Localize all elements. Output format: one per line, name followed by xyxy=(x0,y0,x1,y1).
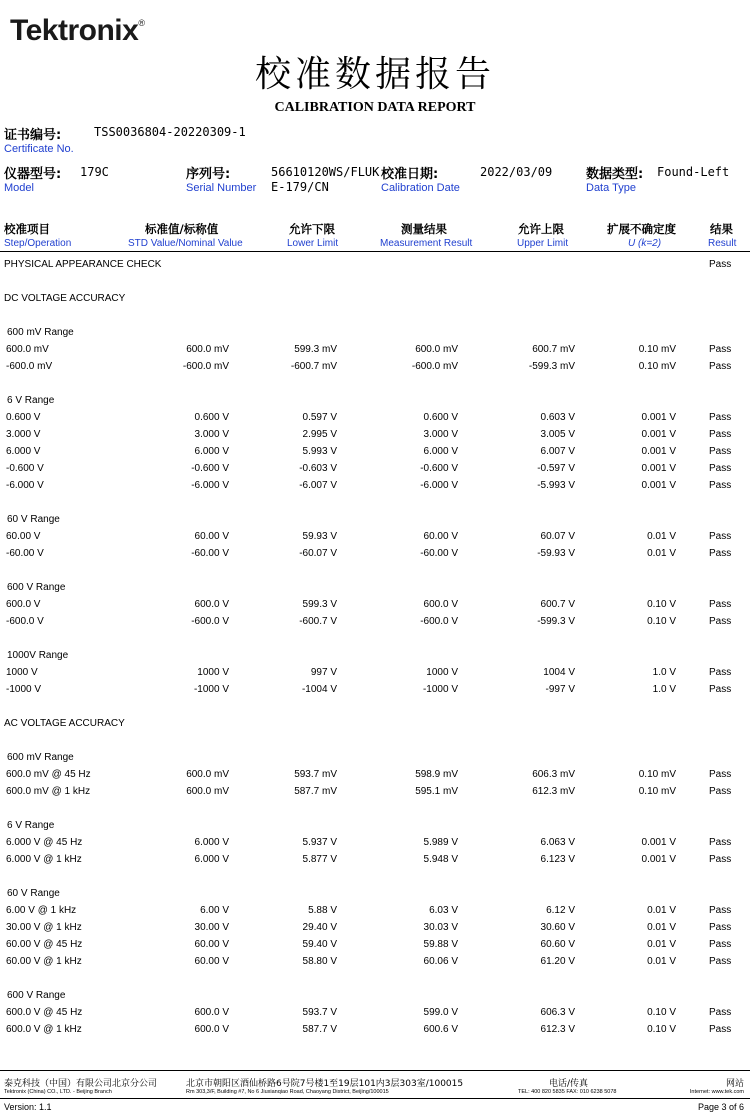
serial-label-en: Serial Number xyxy=(186,182,257,194)
brand-text: Tektronix xyxy=(10,14,139,47)
footer-company-cn: 泰克科技（中国）有限公司北京分公司 xyxy=(4,1079,158,1089)
step-cell: 0.600 V xyxy=(6,412,41,423)
section-heading: PHYSICAL APPEARANCE CHECK xyxy=(4,259,162,270)
date-label-en: Calibration Date xyxy=(381,182,460,194)
upper-limit-cell: 606.3 mV xyxy=(532,769,575,780)
footer-address-cn: 北京市朝阳区酒仙桥路6号院7号楼1至19层101内3层303室/100015 xyxy=(186,1079,464,1089)
date-value: 2022/03/09 xyxy=(480,165,553,179)
uncertainty-cell: 0.001 V xyxy=(641,837,676,848)
std-value-cell: 60.00 V xyxy=(194,531,229,542)
uncertainty-cell: 0.001 V xyxy=(641,854,676,865)
measurement-cell: 598.9 mV xyxy=(415,769,458,780)
range-heading: 6 V Range xyxy=(7,820,55,831)
measurement-cell: 0.600 V xyxy=(423,412,458,423)
measurement-cell: 595.1 mV xyxy=(415,786,458,797)
result-cell: Pass xyxy=(709,344,732,355)
upper-limit-cell: 612.3 mV xyxy=(532,786,575,797)
uncertainty-cell: 0.001 V xyxy=(641,480,676,491)
std-value-cell: 600.0 V xyxy=(194,1007,229,1018)
measurement-cell: -600.0 mV xyxy=(411,361,458,372)
range-heading: 600 V Range xyxy=(7,990,66,1001)
std-value-cell: -0.600 V xyxy=(191,463,229,474)
upper-limit-cell: 6.007 V xyxy=(540,446,575,457)
range-heading: 60 V Range xyxy=(7,888,60,899)
uncertainty-cell: 0.001 V xyxy=(641,412,676,423)
uncertainty-cell: 0.001 V xyxy=(641,446,676,457)
measurement-cell: -60.00 V xyxy=(420,548,458,559)
col-result-cn: 结果 xyxy=(710,222,733,236)
lower-limit-cell: -600.7 mV xyxy=(290,361,337,372)
upper-limit-cell: -997 V xyxy=(545,684,575,695)
date-label-cn: 校准日期: xyxy=(381,167,439,182)
uncertainty-cell: 0.10 V xyxy=(647,599,676,610)
uncertainty-cell: 0.01 V xyxy=(647,548,676,559)
measurement-cell: 5.989 V xyxy=(423,837,458,848)
uncertainty-cell: 0.01 V xyxy=(647,922,676,933)
lower-limit-cell: 997 V xyxy=(310,667,337,678)
measurement-cell: 3.000 V xyxy=(423,429,458,440)
upper-limit-cell: 60.60 V xyxy=(540,939,575,950)
result-cell: Pass xyxy=(709,429,732,440)
upper-limit-cell: 6.063 V xyxy=(540,837,575,848)
uncertainty-cell: 0.01 V xyxy=(647,905,676,916)
step-cell: 30.00 V @ 1 kHz xyxy=(6,922,82,933)
result-cell: Pass xyxy=(709,769,732,780)
upper-limit-cell: 612.3 V xyxy=(540,1024,575,1035)
col-unc-en: U (k=2) xyxy=(628,238,662,249)
serial-value-line1: 56610120WS/FLUK xyxy=(271,165,380,179)
range-heading: 60 V Range xyxy=(7,514,60,525)
uncertainty-cell: 0.10 V xyxy=(647,1024,676,1035)
col-measure-cn: 测量结果 xyxy=(401,222,447,236)
col-unc-cn: 扩展不确定度 xyxy=(607,222,676,236)
step-cell: -6.000 V xyxy=(6,480,44,491)
std-value-cell: 3.000 V xyxy=(194,429,229,440)
upper-limit-cell: 30.60 V xyxy=(540,922,575,933)
upper-limit-cell: -59.93 V xyxy=(537,548,575,559)
uncertainty-cell: 0.001 V xyxy=(641,429,676,440)
result-cell: Pass xyxy=(709,684,732,695)
report-title-cn: 校准数据报告 xyxy=(254,54,495,95)
measurement-cell: 6.000 V xyxy=(423,446,458,457)
result-cell: Pass xyxy=(709,905,732,916)
lower-limit-cell: 5.937 V xyxy=(302,837,337,848)
col-std-cn: 标准值/标称值 xyxy=(145,222,219,236)
footer-page-number: Page 3 of 6 xyxy=(697,1102,744,1112)
std-value-cell: -6.000 V xyxy=(191,480,229,491)
measurement-cell: -6.000 V xyxy=(420,480,458,491)
std-value-cell: 30.00 V xyxy=(194,922,229,933)
upper-limit-cell: 1004 V xyxy=(543,667,575,678)
step-cell: -1000 V xyxy=(6,684,42,695)
upper-limit-cell: 3.005 V xyxy=(540,429,575,440)
measurement-cell: -0.600 V xyxy=(420,463,458,474)
range-heading: 6 V Range xyxy=(7,395,55,406)
measurement-cell: 599.0 V xyxy=(423,1007,458,1018)
std-value-cell: 600.0 mV xyxy=(186,344,229,355)
measurement-cell: 600.6 V xyxy=(423,1024,458,1035)
result-cell: Pass xyxy=(709,599,732,610)
serial-label-cn: 序列号: xyxy=(186,167,231,182)
lower-limit-cell: 59.40 V xyxy=(302,939,337,950)
lower-limit-cell: 2.995 V xyxy=(302,429,337,440)
measurement-cell: 600.0 mV xyxy=(415,344,458,355)
std-value-cell: 60.00 V xyxy=(194,939,229,950)
lower-limit-cell: 29.40 V xyxy=(302,922,337,933)
footer-divider-bottom xyxy=(0,1098,750,1099)
col-lower-cn: 允许下限 xyxy=(289,222,335,236)
upper-limit-cell: -599.3 V xyxy=(537,616,575,627)
cert-value: TSS0036804-20220309-1 xyxy=(94,125,246,139)
footer-phone-cn: 电话/传真 xyxy=(549,1079,589,1089)
result-cell: Pass xyxy=(709,837,732,848)
type-label-en: Data Type xyxy=(586,182,636,194)
uncertainty-cell: 0.01 V xyxy=(647,956,676,967)
uncertainty-cell: 0.001 V xyxy=(641,463,676,474)
step-cell: -60.00 V xyxy=(6,548,44,559)
col-step-en: Step/Operation xyxy=(4,238,72,249)
lower-limit-cell: 593.7 mV xyxy=(294,769,337,780)
uncertainty-cell: 0.01 V xyxy=(647,939,676,950)
footer-divider-top xyxy=(0,1070,750,1071)
range-heading: 600 mV Range xyxy=(7,327,74,338)
std-value-cell: 600.0 mV xyxy=(186,769,229,780)
std-value-cell: 0.600 V xyxy=(194,412,229,423)
step-cell: -0.600 V xyxy=(6,463,44,474)
measurement-cell: 60.00 V xyxy=(423,531,458,542)
step-cell: 60.00 V xyxy=(6,531,41,542)
tektronix-logo xyxy=(10,14,144,48)
uncertainty-cell: 0.10 V xyxy=(647,1007,676,1018)
model-value: 179C xyxy=(80,165,109,179)
result-cell: Pass xyxy=(709,412,732,423)
footer-web-cn: 网站 xyxy=(725,1079,744,1089)
section-heading: AC VOLTAGE ACCURACY xyxy=(4,718,125,729)
col-upper-cn: 允许上限 xyxy=(518,222,564,236)
step-cell: 6.000 V @ 1 kHz xyxy=(6,854,82,865)
result-cell: Pass xyxy=(709,548,732,559)
upper-limit-cell: 0.603 V xyxy=(540,412,575,423)
result-cell: Pass xyxy=(709,786,732,797)
range-heading: 600 V Range xyxy=(7,582,66,593)
lower-limit-cell: -600.7 V xyxy=(299,616,337,627)
col-lower-en: Lower Limit xyxy=(287,238,339,249)
result-cell: Pass xyxy=(709,939,732,950)
result-cell: Pass xyxy=(709,1007,732,1018)
lower-limit-cell: -0.603 V xyxy=(299,463,337,474)
upper-limit-cell: 600.7 mV xyxy=(532,344,575,355)
lower-limit-cell: 593.7 V xyxy=(302,1007,337,1018)
std-value-cell: -1000 V xyxy=(193,684,229,695)
step-cell: 60.00 V @ 45 Hz xyxy=(6,939,83,950)
std-value-cell: 600.0 mV xyxy=(186,786,229,797)
lower-limit-cell: 5.877 V xyxy=(302,854,337,865)
step-cell: 6.00 V @ 1 kHz xyxy=(6,905,77,916)
lower-limit-cell: 599.3 mV xyxy=(294,344,337,355)
upper-limit-cell: -5.993 V xyxy=(537,480,575,491)
lower-limit-cell: 58.80 V xyxy=(302,956,337,967)
lower-limit-cell: 5.993 V xyxy=(302,446,337,457)
measurement-cell: 6.03 V xyxy=(429,905,458,916)
step-cell: 6.000 V @ 45 Hz xyxy=(6,837,83,848)
result-cell: Pass xyxy=(709,667,732,678)
upper-limit-cell: -599.3 mV xyxy=(528,361,575,372)
type-label-cn: 数据类型: xyxy=(586,167,644,182)
uncertainty-cell: 0.10 mV xyxy=(638,769,676,780)
report-title-en: CALIBRATION DATA REPORT xyxy=(274,100,476,115)
step-cell: 600.0 mV xyxy=(6,344,49,355)
lower-limit-cell: 587.7 mV xyxy=(294,786,337,797)
std-value-cell: -600.0 V xyxy=(191,616,229,627)
col-step-cn: 校准项目 xyxy=(4,222,50,236)
uncertainty-cell: 0.10 mV xyxy=(638,786,676,797)
std-value-cell: 6.00 V xyxy=(200,905,229,916)
uncertainty-cell: 1.0 V xyxy=(652,684,676,695)
std-value-cell: 1000 V xyxy=(197,667,229,678)
step-cell: -600.0 mV xyxy=(6,361,53,372)
measurement-cell: 30.03 V xyxy=(423,922,458,933)
serial-value-line2: E-179/CN xyxy=(271,180,329,194)
measurement-cell: 1000 V xyxy=(426,667,458,678)
result-cell: Pass xyxy=(709,531,732,542)
col-std-en: STD Value/Nominal Value xyxy=(128,238,243,249)
step-cell: 60.00 V @ 1 kHz xyxy=(6,956,82,967)
result-cell: Pass xyxy=(709,956,732,967)
std-value-cell: 60.00 V xyxy=(194,956,229,967)
upper-limit-cell: -0.597 V xyxy=(537,463,575,474)
lower-limit-cell: -6.007 V xyxy=(299,480,337,491)
result-cell: Pass xyxy=(709,922,732,933)
col-measure-en: Measurement Result xyxy=(380,238,473,249)
cert-label-cn: 证书编号: xyxy=(4,128,62,143)
std-value-cell: 600.0 V xyxy=(194,1024,229,1035)
std-value-cell: 600.0 V xyxy=(194,599,229,610)
model-label-cn: 仪器型号: xyxy=(4,167,62,182)
model-label-en: Model xyxy=(4,182,34,194)
step-cell: 1000 V xyxy=(6,667,38,678)
lower-limit-cell: -1004 V xyxy=(301,684,337,695)
step-cell: 6.000 V xyxy=(6,446,41,457)
upper-limit-cell: 61.20 V xyxy=(540,956,575,967)
step-cell: 600.0 V xyxy=(6,599,41,610)
step-cell: 600.0 V @ 45 Hz xyxy=(6,1007,83,1018)
footer-phone-en: TEL: 400 820 5835 FAX: 010 6238 5078 xyxy=(518,1089,617,1095)
col-upper-en: Upper Limit xyxy=(517,238,569,249)
step-cell: 600.0 mV @ 1 kHz xyxy=(6,786,91,797)
uncertainty-cell: 1.0 V xyxy=(652,667,676,678)
lower-limit-cell: 599.3 V xyxy=(302,599,337,610)
result-cell: Pass xyxy=(709,259,732,270)
lower-limit-cell: 59.93 V xyxy=(302,531,337,542)
measurement-cell: 60.06 V xyxy=(423,956,458,967)
upper-limit-cell: 600.7 V xyxy=(540,599,575,610)
result-cell: Pass xyxy=(709,616,732,627)
result-cell: Pass xyxy=(709,1024,732,1035)
type-value: Found-Left xyxy=(657,165,730,179)
measurement-cell: 600.0 V xyxy=(423,599,458,610)
upper-limit-cell: 6.12 V xyxy=(546,905,575,916)
step-cell: 600.0 V @ 1 kHz xyxy=(6,1024,82,1035)
footer-address-en: Rm 303,3/F, Building #7, No 6 Jiuxianqiao Road, Chaoyang District, Beijing/100015 xyxy=(186,1089,389,1095)
section-heading: DC VOLTAGE ACCURACY xyxy=(4,293,126,304)
registered-mark: ® xyxy=(138,18,145,28)
result-cell: Pass xyxy=(709,463,732,474)
range-heading: 1000V Range xyxy=(7,650,69,661)
col-result-en: Result xyxy=(708,238,737,249)
measurement-cell: -1000 V xyxy=(422,684,458,695)
footer-company-en: Tektronix (China) CO., LTD. - Beijing Branch xyxy=(4,1089,112,1095)
lower-limit-cell: 5.88 V xyxy=(308,905,337,916)
cert-label-en: Certificate No. xyxy=(4,143,74,155)
upper-limit-cell: 6.123 V xyxy=(540,854,575,865)
measurement-cell: -600.0 V xyxy=(420,616,458,627)
footer-version: Version: 1.1 xyxy=(4,1102,52,1112)
step-cell: 3.000 V xyxy=(6,429,41,440)
std-value-cell: -60.00 V xyxy=(191,548,229,559)
std-value-cell: 6.000 V xyxy=(194,854,229,865)
std-value-cell: -600.0 mV xyxy=(182,361,229,372)
upper-limit-cell: 606.3 V xyxy=(540,1007,575,1018)
header-divider xyxy=(0,251,750,252)
uncertainty-cell: 0.10 V xyxy=(647,616,676,627)
measurement-cell: 5.948 V xyxy=(423,854,458,865)
uncertainty-cell: 0.10 mV xyxy=(638,344,676,355)
result-cell: Pass xyxy=(709,446,732,457)
result-cell: Pass xyxy=(709,480,732,491)
upper-limit-cell: 60.07 V xyxy=(540,531,575,542)
lower-limit-cell: -60.07 V xyxy=(299,548,337,559)
lower-limit-cell: 0.597 V xyxy=(302,412,337,423)
step-cell: 600.0 mV @ 45 Hz xyxy=(6,769,91,780)
std-value-cell: 6.000 V xyxy=(194,446,229,457)
uncertainty-cell: 0.10 mV xyxy=(638,361,676,372)
lower-limit-cell: 587.7 V xyxy=(302,1024,337,1035)
range-heading: 600 mV Range xyxy=(7,752,74,763)
std-value-cell: 6.000 V xyxy=(194,837,229,848)
result-cell: Pass xyxy=(709,854,732,865)
footer-web-en: Internet: www.tek.com xyxy=(689,1089,744,1095)
uncertainty-cell: 0.01 V xyxy=(647,531,676,542)
measurement-cell: 59.88 V xyxy=(423,939,458,950)
result-cell: Pass xyxy=(709,361,732,372)
step-cell: -600.0 V xyxy=(6,616,44,627)
